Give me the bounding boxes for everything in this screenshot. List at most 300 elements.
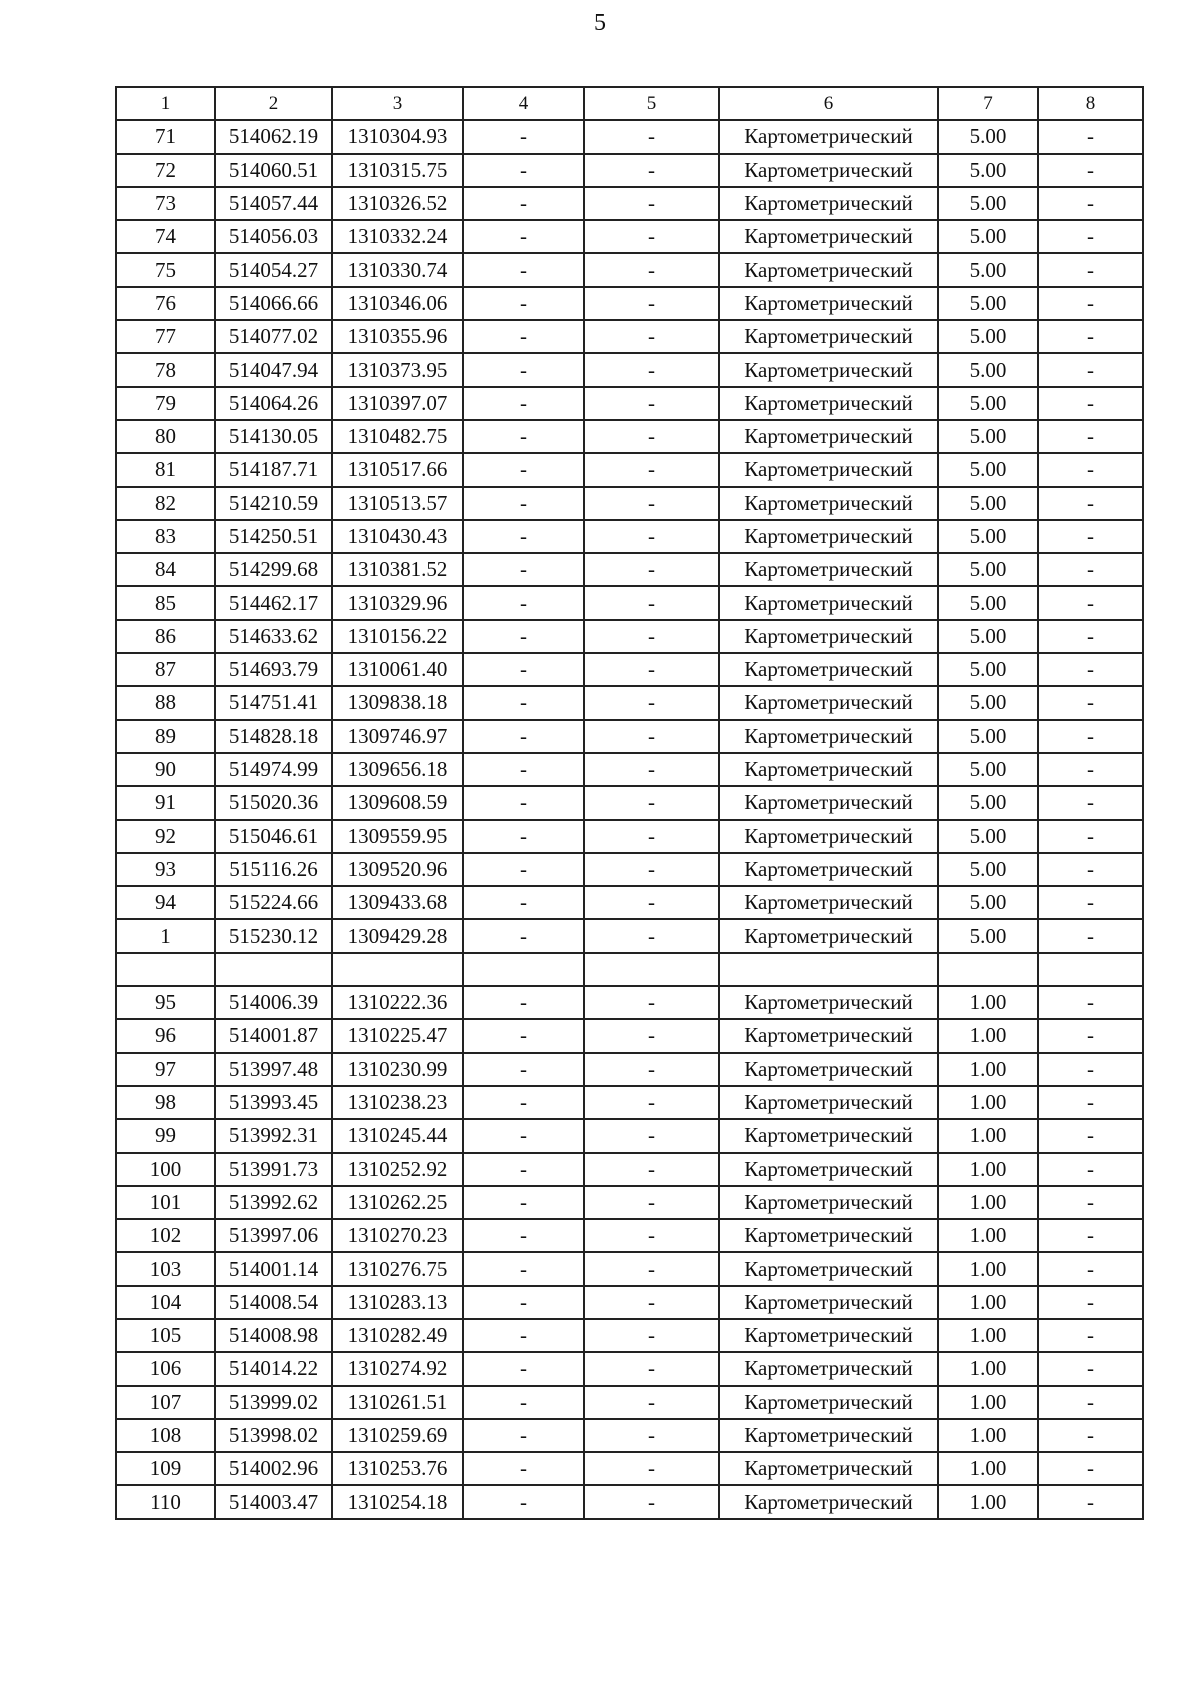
column-5-cell: - [584,1252,719,1285]
y-coordinate-cell: 1310222.36 [332,986,463,1019]
column-5-cell: - [584,820,719,853]
column-5-cell: - [584,1053,719,1086]
table-row [116,853,1143,886]
column-8-cell: - [1038,154,1143,187]
method-cell: Картометрический [719,886,938,919]
table-row [116,1352,1143,1385]
column-5-cell: - [584,720,719,753]
y-coordinate-cell [332,953,463,986]
y-coordinate-cell: 1310061.40 [332,653,463,686]
method-cell: Картометрический [719,720,938,753]
column-5-cell: - [584,220,719,253]
column-4-cell: - [463,1352,584,1385]
table-row [116,1386,1143,1419]
y-coordinate-cell: 1310304.93 [332,120,463,153]
column-8-cell: - [1038,1485,1143,1518]
x-coordinate-cell: 515116.26 [215,853,332,886]
point-number-cell: 98 [116,1086,215,1119]
column-4-cell: - [463,320,584,353]
table-row [116,253,1143,286]
method-cell: Картометрический [719,1419,938,1452]
column-5-cell: - [584,686,719,719]
table-row [116,1286,1143,1319]
column-8-cell: - [1038,1252,1143,1285]
table-row [116,786,1143,819]
point-number-cell: 107 [116,1386,215,1419]
y-coordinate-cell: 1310259.69 [332,1419,463,1452]
accuracy-cell [938,953,1038,986]
header-cell: 4 [463,87,584,120]
column-8-cell: - [1038,420,1143,453]
column-5-cell: - [584,553,719,586]
table-row [116,387,1143,420]
x-coordinate-cell: 514014.22 [215,1352,332,1385]
table-row [116,1053,1143,1086]
header-cell: 1 [116,87,215,120]
column-8-cell: - [1038,586,1143,619]
method-cell: Картометрический [719,320,938,353]
accuracy-cell: 5.00 [938,753,1038,786]
column-5-cell: - [584,1452,719,1485]
y-coordinate-cell: 1310430.43 [332,520,463,553]
x-coordinate-cell: 514066.66 [215,287,332,320]
method-cell: Картометрический [719,487,938,520]
column-4-cell: - [463,1319,584,1352]
column-8-cell: - [1038,387,1143,420]
column-8-cell: - [1038,1419,1143,1452]
column-5-cell: - [584,919,719,952]
x-coordinate-cell: 513999.02 [215,1386,332,1419]
column-8-cell: - [1038,1186,1143,1219]
y-coordinate-cell: 1309433.68 [332,886,463,919]
column-4-cell: - [463,720,584,753]
column-8-cell: - [1038,653,1143,686]
accuracy-cell: 5.00 [938,353,1038,386]
accuracy-cell: 1.00 [938,1019,1038,1052]
y-coordinate-cell: 1310397.07 [332,387,463,420]
table-row [116,1086,1143,1119]
accuracy-cell: 5.00 [938,520,1038,553]
column-8-cell: - [1038,1119,1143,1152]
y-coordinate-cell: 1310276.75 [332,1252,463,1285]
column-4-cell: - [463,253,584,286]
header-cell: 7 [938,87,1038,120]
accuracy-cell: 1.00 [938,1352,1038,1385]
column-5-cell: - [584,1219,719,1252]
column-4-cell [463,953,584,986]
column-4-cell: - [463,1153,584,1186]
table-row [116,1019,1143,1052]
column-8-cell: - [1038,1386,1143,1419]
column-8-cell: - [1038,220,1143,253]
column-4-cell: - [463,1419,584,1452]
method-cell: Картометрический [719,154,938,187]
x-coordinate-cell: 514462.17 [215,586,332,619]
table-row [116,420,1143,453]
column-8-cell: - [1038,1286,1143,1319]
y-coordinate-cell: 1310330.74 [332,253,463,286]
x-coordinate-cell: 514077.02 [215,320,332,353]
y-coordinate-cell: 1310238.23 [332,1086,463,1119]
x-coordinate-cell: 515230.12 [215,919,332,952]
x-coordinate-cell: 514001.14 [215,1252,332,1285]
column-4-cell: - [463,786,584,819]
column-5-cell: - [584,1119,719,1152]
method-cell: Картометрический [719,1286,938,1319]
point-number-cell: 79 [116,387,215,420]
method-cell: Картометрический [719,620,938,653]
column-8-cell: - [1038,487,1143,520]
point-number-cell: 73 [116,187,215,220]
column-4-cell: - [463,886,584,919]
point-number-cell: 85 [116,586,215,619]
x-coordinate-cell: 514001.87 [215,1019,332,1052]
method-cell: Картометрический [719,1153,938,1186]
method-cell: Картометрический [719,453,938,486]
y-coordinate-cell: 1310482.75 [332,420,463,453]
point-number-cell [116,953,215,986]
column-5-cell [584,953,719,986]
accuracy-cell: 5.00 [938,653,1038,686]
column-8-cell: - [1038,453,1143,486]
accuracy-cell: 5.00 [938,919,1038,952]
y-coordinate-cell: 1310225.47 [332,1019,463,1052]
accuracy-cell: 5.00 [938,387,1038,420]
point-number-cell: 106 [116,1352,215,1385]
x-coordinate-cell: 514064.26 [215,387,332,420]
method-cell: Картометрический [719,353,938,386]
table-row [116,187,1143,220]
header-cell: 2 [215,87,332,120]
table-row [116,953,1143,986]
accuracy-cell: 1.00 [938,986,1038,1019]
method-cell: Картометрический [719,120,938,153]
x-coordinate-cell [215,953,332,986]
method-cell: Картометрический [719,287,938,320]
method-cell: Картометрический [719,686,938,719]
accuracy-cell: 5.00 [938,453,1038,486]
y-coordinate-cell: 1310332.24 [332,220,463,253]
x-coordinate-cell: 513991.73 [215,1153,332,1186]
column-8-cell: - [1038,553,1143,586]
column-4-cell: - [463,420,584,453]
column-4-cell: - [463,487,584,520]
column-5-cell: - [584,287,719,320]
accuracy-cell: 1.00 [938,1286,1038,1319]
column-5-cell: - [584,520,719,553]
table-row [116,520,1143,553]
column-4-cell: - [463,220,584,253]
method-cell: Картометрический [719,1219,938,1252]
column-5-cell: - [584,120,719,153]
point-number-cell: 75 [116,253,215,286]
table-row [116,287,1143,320]
table-row [116,720,1143,753]
y-coordinate-cell: 1309608.59 [332,786,463,819]
point-number-cell: 104 [116,1286,215,1319]
method-cell: Картометрический [719,1452,938,1485]
column-8-cell: - [1038,1219,1143,1252]
column-5-cell: - [584,1485,719,1518]
column-5-cell: - [584,1186,719,1219]
column-5-cell: - [584,453,719,486]
y-coordinate-cell: 1310513.57 [332,487,463,520]
header-cell: 6 [719,87,938,120]
column-5-cell: - [584,1352,719,1385]
method-cell: Картометрический [719,853,938,886]
column-8-cell: - [1038,1452,1143,1485]
table-row [116,1186,1143,1219]
accuracy-cell: 5.00 [938,853,1038,886]
column-5-cell: - [584,420,719,453]
column-4-cell: - [463,1286,584,1319]
point-number-cell: 89 [116,720,215,753]
column-5-cell: - [584,1086,719,1119]
accuracy-cell: 1.00 [938,1119,1038,1152]
y-coordinate-cell: 1310252.92 [332,1153,463,1186]
method-cell: Картометрический [719,1319,938,1352]
x-coordinate-cell: 514299.68 [215,553,332,586]
point-number-cell: 103 [116,1252,215,1285]
method-cell: Картометрический [719,753,938,786]
column-5-cell: - [584,487,719,520]
accuracy-cell: 1.00 [938,1419,1038,1452]
accuracy-cell: 5.00 [938,786,1038,819]
x-coordinate-cell: 514974.99 [215,753,332,786]
y-coordinate-cell: 1309429.28 [332,919,463,952]
accuracy-cell: 5.00 [938,253,1038,286]
column-8-cell: - [1038,1086,1143,1119]
column-8-cell [1038,953,1143,986]
table-row [116,1153,1143,1186]
x-coordinate-cell: 515224.66 [215,886,332,919]
table-body [116,87,1143,1519]
accuracy-cell: 5.00 [938,487,1038,520]
table-row [116,320,1143,353]
x-coordinate-cell: 514057.44 [215,187,332,220]
column-4-cell: - [463,1252,584,1285]
x-coordinate-cell: 514002.96 [215,1452,332,1485]
x-coordinate-cell: 514633.62 [215,620,332,653]
header-row [116,87,1143,120]
x-coordinate-cell: 515046.61 [215,820,332,853]
accuracy-cell: 1.00 [938,1252,1038,1285]
point-number-cell: 100 [116,1153,215,1186]
column-8-cell: - [1038,353,1143,386]
method-cell: Картометрический [719,220,938,253]
column-5-cell: - [584,187,719,220]
accuracy-cell: 1.00 [938,1485,1038,1518]
column-5-cell: - [584,1286,719,1319]
y-coordinate-cell: 1310261.51 [332,1386,463,1419]
point-number-cell: 83 [116,520,215,553]
column-8-cell: - [1038,853,1143,886]
column-8-cell: - [1038,320,1143,353]
column-4-cell: - [463,586,584,619]
accuracy-cell: 1.00 [938,1153,1038,1186]
x-coordinate-cell: 514008.98 [215,1319,332,1352]
point-number-cell: 71 [116,120,215,153]
column-4-cell: - [463,287,584,320]
column-8-cell: - [1038,1319,1143,1352]
table-row [116,1319,1143,1352]
method-cell: Картометрический [719,387,938,420]
point-number-cell: 84 [116,553,215,586]
accuracy-cell: 1.00 [938,1319,1038,1352]
column-4-cell: - [463,1186,584,1219]
column-4-cell: - [463,1485,584,1518]
x-coordinate-cell: 514054.27 [215,253,332,286]
y-coordinate-cell: 1310329.96 [332,586,463,619]
method-cell: Картометрический [719,1019,938,1052]
column-4-cell: - [463,1386,584,1419]
column-4-cell: - [463,853,584,886]
point-number-cell: 108 [116,1419,215,1452]
column-5-cell: - [584,1386,719,1419]
method-cell: Картометрический [719,820,938,853]
x-coordinate-cell: 514006.39 [215,986,332,1019]
y-coordinate-cell: 1310315.75 [332,154,463,187]
point-number-cell: 109 [116,1452,215,1485]
x-coordinate-cell: 513992.62 [215,1186,332,1219]
accuracy-cell: 5.00 [938,420,1038,453]
y-coordinate-cell: 1309656.18 [332,753,463,786]
column-8-cell: - [1038,820,1143,853]
column-8-cell: - [1038,1352,1143,1385]
point-number-cell: 91 [116,786,215,819]
accuracy-cell: 1.00 [938,1186,1038,1219]
point-number-cell: 90 [116,753,215,786]
column-5-cell: - [584,253,719,286]
method-cell [719,953,938,986]
point-number-cell: 99 [116,1119,215,1152]
point-number-cell: 74 [116,220,215,253]
accuracy-cell: 5.00 [938,287,1038,320]
y-coordinate-cell: 1310283.13 [332,1286,463,1319]
y-coordinate-cell: 1310346.06 [332,287,463,320]
column-5-cell: - [584,387,719,420]
table-row [116,620,1143,653]
point-number-cell: 77 [116,320,215,353]
column-8-cell: - [1038,1153,1143,1186]
x-coordinate-cell: 514693.79 [215,653,332,686]
accuracy-cell: 5.00 [938,720,1038,753]
column-8-cell: - [1038,886,1143,919]
column-4-cell: - [463,453,584,486]
column-8-cell: - [1038,986,1143,1019]
column-8-cell: - [1038,919,1143,952]
method-cell: Картометрический [719,553,938,586]
accuracy-cell: 5.00 [938,886,1038,919]
table-row [116,553,1143,586]
point-number-cell: 76 [116,287,215,320]
method-cell: Картометрический [719,1352,938,1385]
x-coordinate-cell: 514250.51 [215,520,332,553]
x-coordinate-cell: 514751.41 [215,686,332,719]
column-4-cell: - [463,1119,584,1152]
accuracy-cell: 5.00 [938,553,1038,586]
x-coordinate-cell: 514060.51 [215,154,332,187]
column-4-cell: - [463,820,584,853]
column-4-cell: - [463,353,584,386]
method-cell: Картометрический [719,1252,938,1285]
x-coordinate-cell: 513998.02 [215,1419,332,1452]
method-cell: Картометрический [719,420,938,453]
method-cell: Картометрический [719,653,938,686]
y-coordinate-cell: 1309838.18 [332,686,463,719]
y-coordinate-cell: 1310355.96 [332,320,463,353]
point-number-cell: 81 [116,453,215,486]
x-coordinate-cell: 513992.31 [215,1119,332,1152]
point-number-cell: 105 [116,1319,215,1352]
point-number-cell: 102 [116,1219,215,1252]
column-5-cell: - [584,320,719,353]
method-cell: Картометрический [719,1485,938,1518]
table-row [116,653,1143,686]
y-coordinate-cell: 1310156.22 [332,620,463,653]
column-5-cell: - [584,886,719,919]
column-4-cell: - [463,1452,584,1485]
column-5-cell: - [584,586,719,619]
page-number: 5 [594,10,606,36]
point-number-cell: 96 [116,1019,215,1052]
method-cell: Картометрический [719,1053,938,1086]
x-coordinate-cell: 513993.45 [215,1086,332,1119]
column-4-cell: - [463,919,584,952]
method-cell: Картометрический [719,1186,938,1219]
column-5-cell: - [584,1419,719,1452]
column-4-cell: - [463,520,584,553]
coordinates-table [115,86,1144,1520]
table-row [116,220,1143,253]
column-4-cell: - [463,1219,584,1252]
column-4-cell: - [463,753,584,786]
column-4-cell: - [463,686,584,719]
header-cell: 8 [1038,87,1143,120]
column-4-cell: - [463,986,584,1019]
column-5-cell: - [584,353,719,386]
table-row [116,1419,1143,1452]
x-coordinate-cell: 513997.06 [215,1219,332,1252]
method-cell: Картометрический [719,986,938,1019]
method-cell: Картометрический [719,919,938,952]
method-cell: Картометрический [719,187,938,220]
accuracy-cell: 1.00 [938,1086,1038,1119]
column-8-cell: - [1038,1019,1143,1052]
y-coordinate-cell: 1310274.92 [332,1352,463,1385]
x-coordinate-cell: 514047.94 [215,353,332,386]
y-coordinate-cell: 1310381.52 [332,553,463,586]
point-number-cell: 87 [116,653,215,686]
point-number-cell: 93 [116,853,215,886]
y-coordinate-cell: 1310326.52 [332,187,463,220]
y-coordinate-cell: 1310254.18 [332,1485,463,1518]
point-number-cell: 88 [116,686,215,719]
point-number-cell: 1 [116,919,215,952]
table-row [116,1452,1143,1485]
table-row [116,154,1143,187]
column-4-cell: - [463,620,584,653]
column-4-cell: - [463,154,584,187]
accuracy-cell: 1.00 [938,1219,1038,1252]
y-coordinate-cell: 1310253.76 [332,1452,463,1485]
x-coordinate-cell: 514056.03 [215,220,332,253]
column-5-cell: - [584,1019,719,1052]
column-4-cell: - [463,1086,584,1119]
column-5-cell: - [584,986,719,1019]
x-coordinate-cell: 514828.18 [215,720,332,753]
method-cell: Картометрический [719,1119,938,1152]
